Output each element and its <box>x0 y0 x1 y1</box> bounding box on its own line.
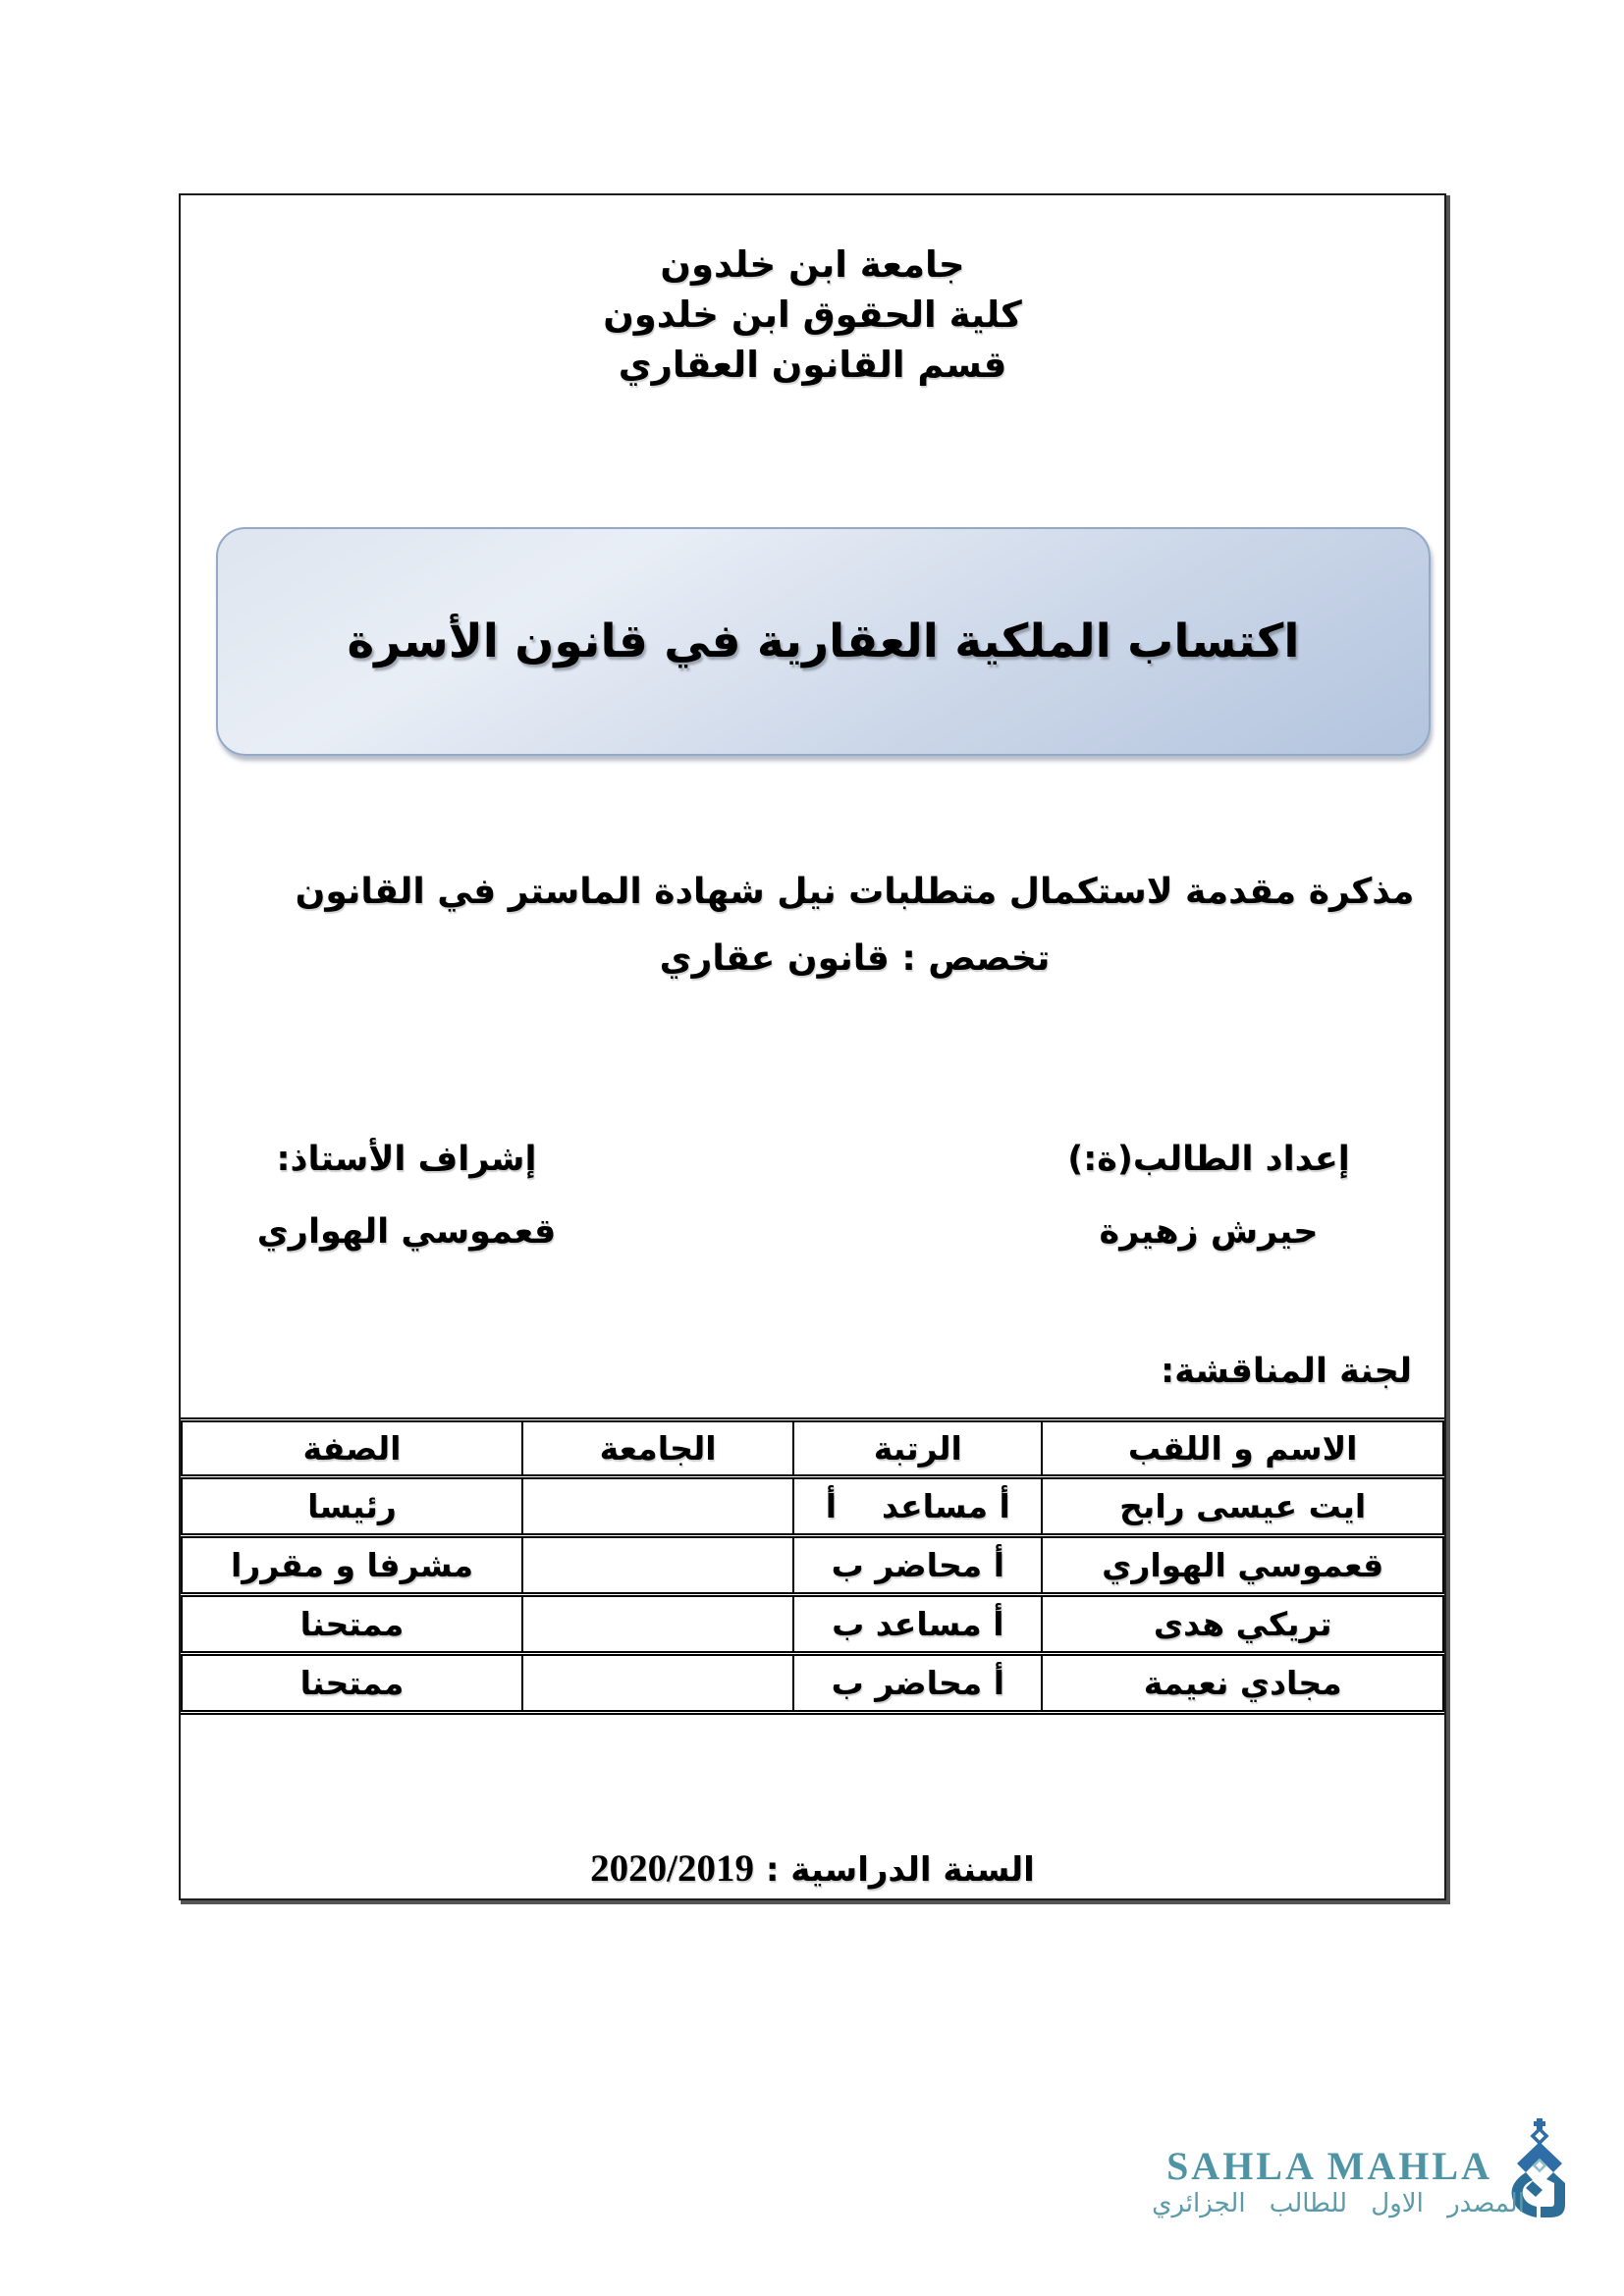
thesis-specialty: تخصص : قانون عقاري <box>659 938 1051 979</box>
table-row <box>182 1595 1443 1654</box>
faculty-name: كلية الحقوق ابن خلدون <box>603 294 1022 336</box>
member-university <box>522 1477 793 1536</box>
committee-heading: لجنة المناقشة: <box>1161 1352 1412 1391</box>
student-label: إعداد الطالب(ة:) <box>1067 1140 1350 1179</box>
logo-wordmark: SAHLA MAHLA <box>1166 2144 1492 2188</box>
column-header-role: الصفة <box>182 1420 522 1477</box>
member-rank: أ مساعد أ <box>793 1477 1042 1536</box>
institution-header <box>181 240 1444 390</box>
member-university <box>522 1536 793 1595</box>
supervisor-label: إشراف الأستاذ: <box>276 1140 537 1179</box>
column-header-name: الاسم و اللقب <box>1042 1420 1443 1477</box>
member-university <box>522 1654 793 1713</box>
university-name: جامعة ابن خلدون <box>660 243 965 286</box>
academic-year-value: 2020/2019 <box>590 1847 754 1890</box>
member-name: مجادي نعيمة <box>1042 1654 1443 1713</box>
table-row <box>182 1654 1443 1713</box>
member-role: ممتحنا <box>182 1595 522 1654</box>
member-name: قعموسي الهواري <box>1042 1536 1443 1595</box>
column-header-rank: الرتبة <box>793 1420 1042 1477</box>
logo-tagline: المصدر الاول للطالب الجزائري <box>1152 2189 1525 2218</box>
thesis-description: مذكرة مقدمة لاستكمال متطلبات نيل شهادة الماستر في القانون <box>295 872 1415 912</box>
academic-year-line <box>181 1846 1444 1891</box>
member-university <box>522 1595 793 1654</box>
table-row <box>182 1536 1443 1595</box>
table-header-row <box>182 1420 1443 1477</box>
supervisor-column <box>240 1138 573 1254</box>
member-rank: أ محاضر ب <box>793 1536 1042 1595</box>
column-header-university: الجامعة <box>522 1420 793 1477</box>
table-row <box>182 1477 1443 1536</box>
academic-year-label: السنة الدراسية : <box>765 1850 1035 1890</box>
member-role: ممتحنا <box>182 1654 522 1713</box>
sahla-mahla-logo <box>1112 2110 1574 2233</box>
supervisor-name: قعموسي الهواري <box>256 1212 557 1252</box>
department-name: قسم القانون العقاري <box>618 344 1007 386</box>
thesis-title-box <box>216 527 1431 756</box>
student-name: حيرش زهيرة <box>1099 1212 1319 1252</box>
member-role: رئيسا <box>182 1477 522 1536</box>
member-rank: أ مساعد ب <box>793 1595 1042 1654</box>
page-border-frame <box>179 193 1446 1900</box>
student-column <box>1052 1138 1366 1254</box>
committee-table <box>181 1417 1444 1715</box>
member-name: تريكي هدى <box>1042 1595 1443 1654</box>
thesis-title: اكتساب الملكية العقارية في قانون الأسرة <box>347 614 1300 668</box>
member-rank: أ محاضر ب <box>793 1654 1042 1713</box>
thesis-description-block <box>181 859 1444 992</box>
member-role: مشرفا و مقررا <box>182 1536 522 1595</box>
member-name: ايت عيسى رابح <box>1042 1477 1443 1536</box>
